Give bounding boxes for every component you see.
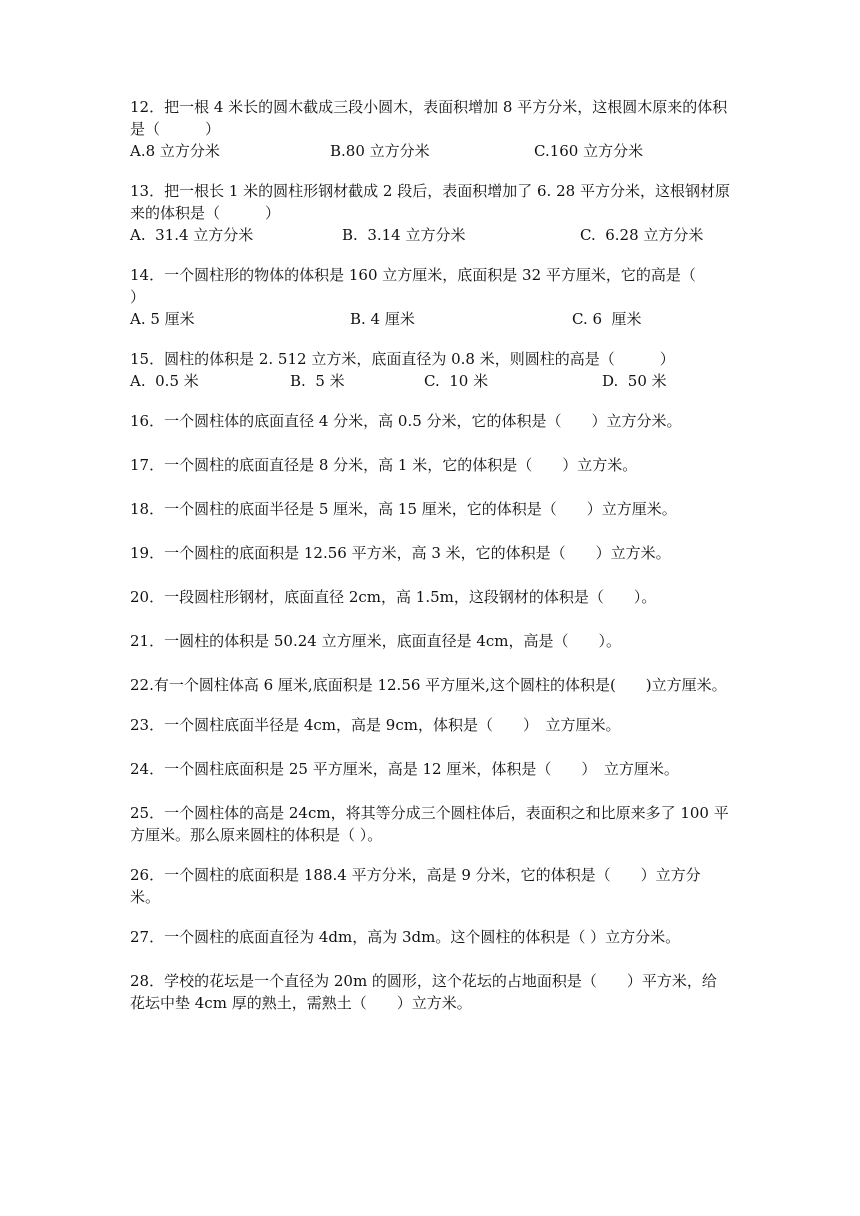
- question-25: [130, 802, 730, 846]
- option-b: B. 4 厘米: [350, 310, 415, 328]
- option-d: D. 50 米: [602, 372, 667, 390]
- question-stem: 25．一个圆柱体的高是 24cm，将其等分成三个圆柱体后，表面积之和比原来多了 100 平方厘米。那么原来圆柱的体积是（ ）。: [130, 804, 729, 844]
- options-row: [130, 370, 730, 392]
- question-stem: 27．一个圆柱的底面直径为 4dm，高为 3dm。这个圆柱的体积是（ ）立方分米。: [130, 928, 681, 946]
- question-13: [130, 180, 730, 246]
- question-15: [130, 348, 730, 392]
- option-a: A. 5 厘米: [130, 310, 195, 328]
- question-26: [130, 864, 730, 908]
- question-20: [130, 586, 730, 608]
- option-c: C. 6.28 立方分米: [580, 226, 704, 244]
- question-stem: 16．一个圆柱体的底面直径 4 分米，高 0.5 分米，它的体积是（ ）立方分米。: [130, 412, 682, 430]
- option-c: C. 6 厘米: [572, 310, 642, 328]
- question-stem: 26．一个圆柱的底面积是 188.4 平方分米，高是 9 分米，它的体积是（ ）立方分米。: [130, 866, 701, 906]
- question-17: [130, 454, 730, 476]
- question-stem: 17．一个圆柱的底面直径是 8 分米，高 1 米，它的体积是（ ）立方米。: [130, 456, 638, 474]
- options-row: [130, 308, 730, 330]
- question-stem: 23．一个圆柱底面半径是 4cm，高是 9cm，体积是（ ） 立方厘米。: [130, 716, 621, 734]
- option-a: A.8 立方分米: [130, 142, 220, 160]
- question-stem: 12．把一根 4 米长的圆木截成三段小圆木，表面积增加 8 平方分米，这根圆木原来的体积是（ ）: [130, 98, 728, 138]
- option-b: B. 3.14 立方分米: [342, 226, 466, 244]
- question-stem: 24．一个圆柱底面积是 25 平方厘米，高是 12 厘米，体积是（ ） 立方厘米。: [130, 760, 679, 778]
- question-12: [130, 96, 730, 162]
- question-28: [130, 970, 730, 1014]
- option-c: C. 10 米: [424, 372, 489, 390]
- question-stem: 19．一个圆柱的底面积是 12.56 平方米，高 3 米，它的体积是（ ）立方米。: [130, 544, 671, 562]
- option-a: A. 0.5 米: [130, 372, 199, 390]
- option-a: A. 31.4 立方分米: [130, 226, 254, 244]
- option-b: B.80 立方分米: [330, 142, 430, 160]
- question-stem: 20．一段圆柱形钢材，底面直径 2cm，高 1.5m，这段钢材的体积是（ ）。: [130, 588, 657, 606]
- question-stem: 15．圆柱的体积是 2. 512 立方米，底面直径为 0.8 米，则圆柱的高是（ ）: [130, 350, 675, 368]
- question-23: [130, 714, 730, 736]
- option-b: B. 5 米: [290, 372, 345, 390]
- question-14: [130, 264, 730, 330]
- worksheet-page: [130, 96, 730, 1032]
- question-21: [130, 630, 730, 652]
- options-row: [130, 140, 730, 162]
- question-stem: 22.有一个圆柱体高 6 厘米,底面积是 12.56 平方厘米,这个圆柱的体积是( )立方厘米。: [130, 676, 727, 694]
- question-stem: 21．一圆柱的体积是 50.24 立方厘米，底面直径是 4cm，高是（ ）。: [130, 632, 622, 650]
- options-row: [130, 224, 730, 246]
- question-stem: 14．一个圆柱形的物体的体积是 160 立方厘米，底面积是 32 平方厘米，它的高是（ ）: [130, 266, 726, 306]
- question-18: [130, 498, 730, 520]
- option-c: C.160 立方分米: [534, 142, 644, 160]
- question-16: [130, 410, 730, 432]
- question-22: [130, 674, 730, 696]
- question-stem: 18．一个圆柱的底面半径是 5 厘米，高 15 厘米，它的体积是（ ）立方厘米。: [130, 500, 677, 518]
- question-24: [130, 758, 730, 780]
- question-stem: 28．学校的花坛是一个直径为 20m 的圆形，这个花坛的占地面积是（ ）平方米，给花坛中垫 4cm 厚的熟土，需熟土（ ）立方米。: [130, 972, 717, 1012]
- question-19: [130, 542, 730, 564]
- question-27: [130, 926, 730, 948]
- question-stem: 13．把一根长 1 米的圆柱形钢材截成 2 段后，表面积增加了 6. 28 平方分米，这根钢材原来的体积是（ ）: [130, 182, 730, 222]
